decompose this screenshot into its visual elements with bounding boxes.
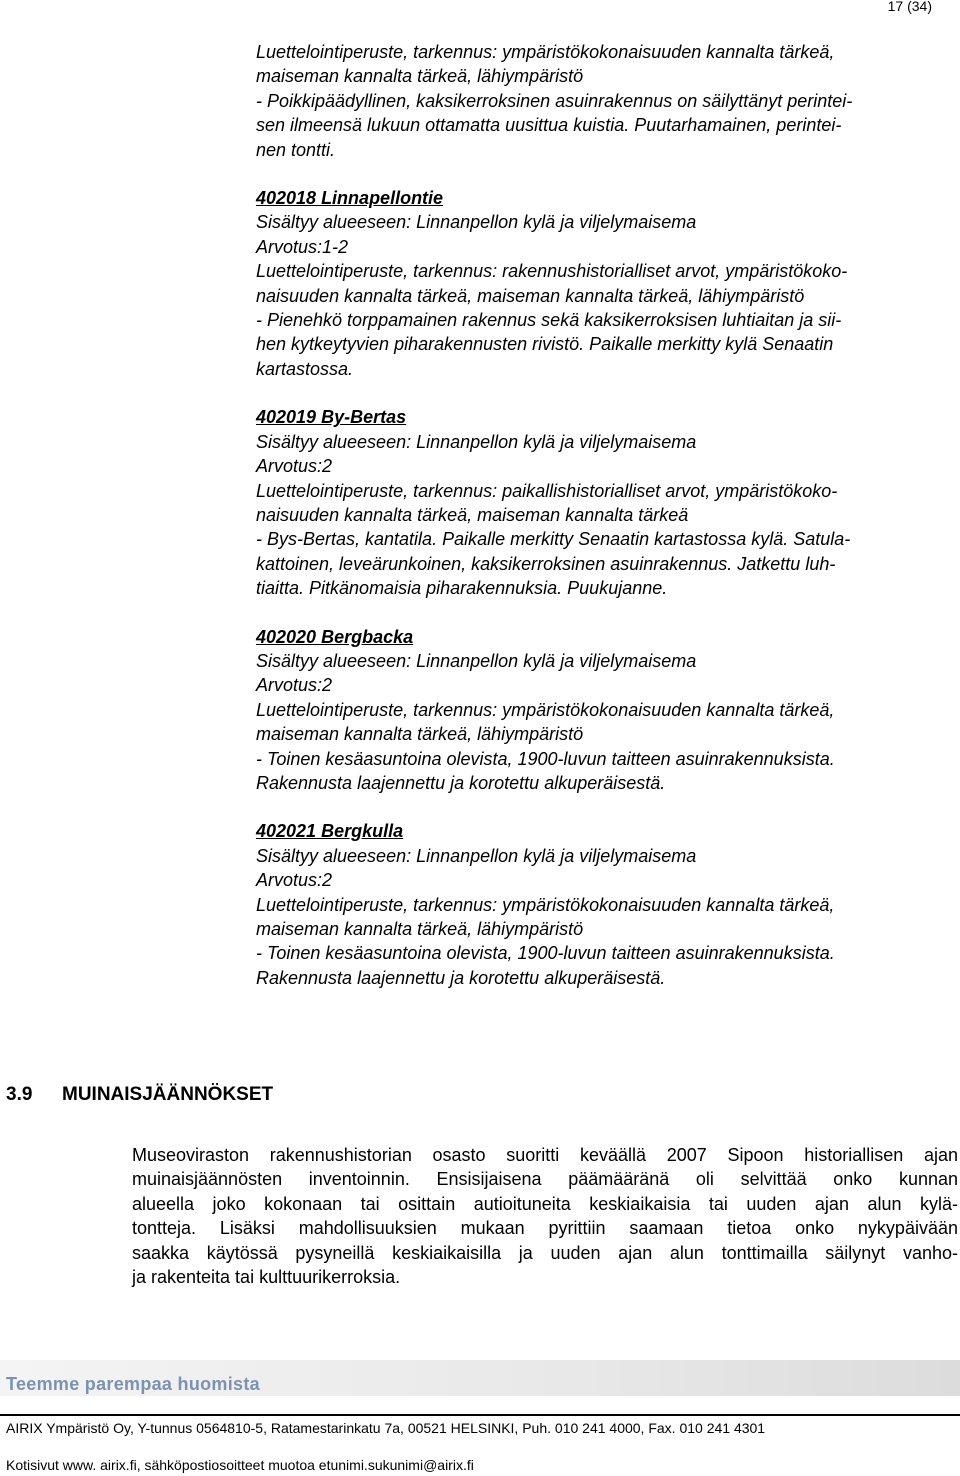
- entry-line: tiaitta. Pitkänomaisia piharakennuksia. Puukujanne.: [256, 578, 668, 599]
- footer-company-line: AIRIX Ympäristö Oy, Y-tunnus 0564810-5, Ratamestarinkatu 7a, 00521 HELSINKI, Puh. 010 241 4000, Fax. 010 241 4301: [6, 1420, 766, 1436]
- entry-line: Sisältyy alueeseen: Linnanpellon kylä ja viljelymaisema: [256, 431, 697, 452]
- section-line: Museoviraston rakennushistorian osasto suoritti keväällä 2007 Sipoon historiallisen ajan: [132, 1145, 958, 1165]
- entry-line: Luettelointiperuste, tarkennus: ympäristökokonaisuuden kannalta tärkeä,: [256, 894, 835, 915]
- section-heading: [6, 1083, 273, 1107]
- section-line: tontteja. Lisäksi mahdollisuuksien mukaan pyrittiin saamaan tietoa onko nykypäivään: [132, 1218, 958, 1239]
- entry-line: Arvotus:1-2: [256, 236, 349, 257]
- entry-line: kartastossa.: [256, 358, 354, 379]
- entry-line: Arvotus:2: [256, 870, 333, 891]
- footer-divider-rule: [0, 1414, 960, 1416]
- entry-line: Luettelointiperuste, tarkennus: ympäristökokonaisuuden kannalta tärkeä,: [256, 699, 835, 720]
- section-title: MUINAISJÄÄNNÖKSET: [62, 1084, 274, 1105]
- intro-block: [256, 40, 946, 162]
- entry-title: 402020 Bergbacka: [256, 626, 414, 647]
- entry-title: 402021 Bergkulla: [256, 821, 404, 842]
- page-number: 17 (34): [887, 0, 932, 14]
- intro-line: sen ilmeensä lukuun ottamatta uusittua kuistia. Puutarhamainen, perintei-: [256, 115, 842, 136]
- entry-402020: [256, 625, 946, 796]
- entry-line: naisuuden kannalta tärkeä, maiseman kannalta tärkeä: [256, 504, 689, 525]
- entry-line: maiseman kannalta tärkeä, lähiympäristö: [256, 724, 584, 745]
- entry-line: Luettelointiperuste, tarkennus: paikallishistorialliset arvot, ympäristökoko-: [256, 480, 838, 501]
- section-line: muinaisjäännösten inventoinnin. Ensisijaisena päämääränä oli selvittää onko kunnan: [132, 1169, 958, 1190]
- entry-line: maiseman kannalta tärkeä, lähiympäristö: [256, 919, 584, 939]
- entry-line: Luettelointiperuste, tarkennus: rakennushistorialliset arvot, ympäristökoko-: [256, 261, 848, 282]
- entry-line: Rakennusta laajennettu ja korotettu alkuperäisestä.: [256, 967, 666, 988]
- intro-line: maiseman kannalta tärkeä, lähiympäristö: [256, 66, 584, 87]
- entry-402019: [256, 405, 946, 600]
- footer-slogan: Teemme parempaa huomista: [6, 1374, 260, 1394]
- entry-402021: [256, 819, 946, 990]
- entry-line: Sisältyy alueeseen: Linnanpellon kylä ja viljelymaisema: [256, 212, 697, 233]
- section-line: alueella joko kokonaan tai osittain autioituneita keskiaikaisia tai uuden ajan alun kylä-: [132, 1193, 958, 1214]
- entry-line: Sisältyy alueeseen: Linnanpellon kylä ja viljelymaisema: [256, 845, 697, 866]
- entry-title: 402018 Linnapellontie: [256, 188, 444, 209]
- entry-line: Rakennusta laajennettu ja korotettu alkuperäisestä.: [256, 772, 666, 793]
- entry-line: - Toinen kesäasuntoina olevista, 1900-luvun taitteen asuinrakennuksista.: [256, 748, 835, 769]
- entry-line: - Toinen kesäasuntoina olevista, 1900-luvun taitteen asuinrakennuksista.: [256, 943, 835, 964]
- entry-line: Arvotus:2: [256, 456, 333, 477]
- entry-line: Arvotus:2: [256, 675, 333, 696]
- entry-line: kattoinen, leveärunkoinen, kaksikerroksinen asuinrakennus. Jatkettu luh-: [256, 553, 836, 574]
- entry-line: Sisältyy alueeseen: Linnanpellon kylä ja viljelymaisema: [256, 650, 697, 671]
- section-line: ja rakenteita tai kulttuurikerroksia.: [132, 1267, 401, 1288]
- entries-column: [256, 40, 946, 1014]
- entry-line: - Pienehkö torppamainen rakennus sekä kaksikerroksisen luhtiaitan ja sii-: [256, 310, 842, 331]
- entry-title: 402019 By-Bertas: [256, 407, 407, 428]
- intro-line: Luettelointiperuste, tarkennus: ympäristökokonaisuuden kannalta tärkeä,: [256, 42, 835, 62]
- section-number: 3.9: [6, 1084, 33, 1105]
- section-line: saakka käytössä pysyneillä keskiaikaisilla ja uuden ajan alun tonttimailla säilynyt vanho-: [132, 1242, 958, 1263]
- intro-line: - Poikkipäädyllinen, kaksikerroksinen asuinrakennus on säilyttänyt perintei-: [256, 90, 853, 111]
- entry-line: naisuuden kannalta tärkeä, maiseman kannalta tärkeä, lähiympäristö: [256, 285, 805, 306]
- footer-web-line: Kotisivut www. airix.fi, sähköpostiosoitteet muotoa etunimi.sukunimi@airix.fi: [6, 1457, 474, 1473]
- entry-line: - Bys-Bertas, kantatila. Paikalle merkitty Senaatin kartastossa kylä. Satula-: [256, 529, 851, 550]
- intro-line: nen tontti.: [256, 139, 336, 160]
- entry-402018: [256, 186, 946, 381]
- entry-line: hen kytkeytyvien piharakennusten rivistö. Paikalle merkitty kylä Senaatin: [256, 334, 834, 355]
- section-body: [132, 1143, 958, 1289]
